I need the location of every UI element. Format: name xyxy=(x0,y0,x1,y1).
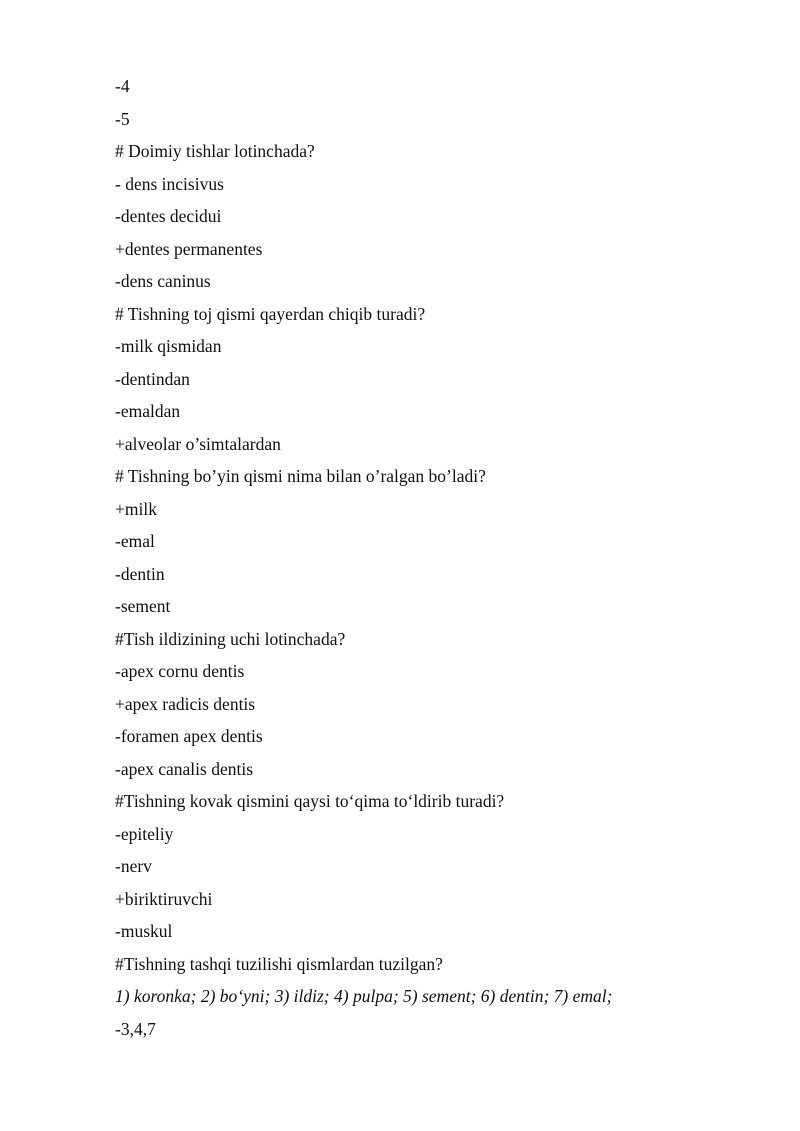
answer-option-correct: +apex radicis dentis xyxy=(115,693,256,714)
answer-option: -epiteliy xyxy=(115,823,174,844)
answer-option: -sement xyxy=(115,596,171,616)
question-heading: #Tishning tashqi tuzilishi qismlardan tuzilgan? xyxy=(115,953,443,974)
answer-option: -apex canalis dentis xyxy=(115,758,254,779)
question-heading: # Tishning bo’yin qismi nima bilan o’ralgan bo’ladi? xyxy=(115,466,486,486)
text-line: -5 xyxy=(115,108,130,129)
answer-option: -dentin xyxy=(115,563,165,584)
answer-option: -3,4,7 xyxy=(115,1018,156,1039)
answer-option: -dentes decidui xyxy=(115,206,222,226)
answer-option: -nerv xyxy=(115,856,152,876)
question-list xyxy=(115,75,755,1050)
answer-option: -foramen apex dentis xyxy=(115,726,263,746)
answer-option: -muskul xyxy=(115,921,173,941)
answer-option-correct: +dentes permanentes xyxy=(115,238,263,259)
answer-option: - dens incisivus xyxy=(115,173,224,194)
question-heading: # Tishning toj qismi qayerdan chiqib turadi? xyxy=(115,303,426,324)
answer-option: -emaldan xyxy=(115,401,181,421)
text-line: -4 xyxy=(115,76,130,96)
answer-option-correct: +alveolar o’simtalardan xyxy=(115,433,281,454)
answer-option: -apex cornu dentis xyxy=(115,661,245,681)
answer-option-correct: +biriktiruvchi xyxy=(115,888,213,909)
question-items-list: 1) koronka; 2) bo‘yni; 3) ildiz; 4) pulpa; 5) sement; 6) dentin; 7) emal; xyxy=(115,986,613,1006)
answer-option: -milk qismidan xyxy=(115,336,222,356)
answer-option-correct: +milk xyxy=(115,498,157,519)
answer-option: -dens caninus xyxy=(115,271,211,291)
question-heading: #Tishning kovak qismini qaysi to‘qima to‘ldirib turadi? xyxy=(115,791,505,811)
question-heading: # Doimiy tishlar lotinchada? xyxy=(115,141,315,161)
answer-option: -emal xyxy=(115,531,155,551)
question-heading: #Tish ildizining uchi lotinchada? xyxy=(115,628,346,649)
answer-option: -dentindan xyxy=(115,368,190,389)
